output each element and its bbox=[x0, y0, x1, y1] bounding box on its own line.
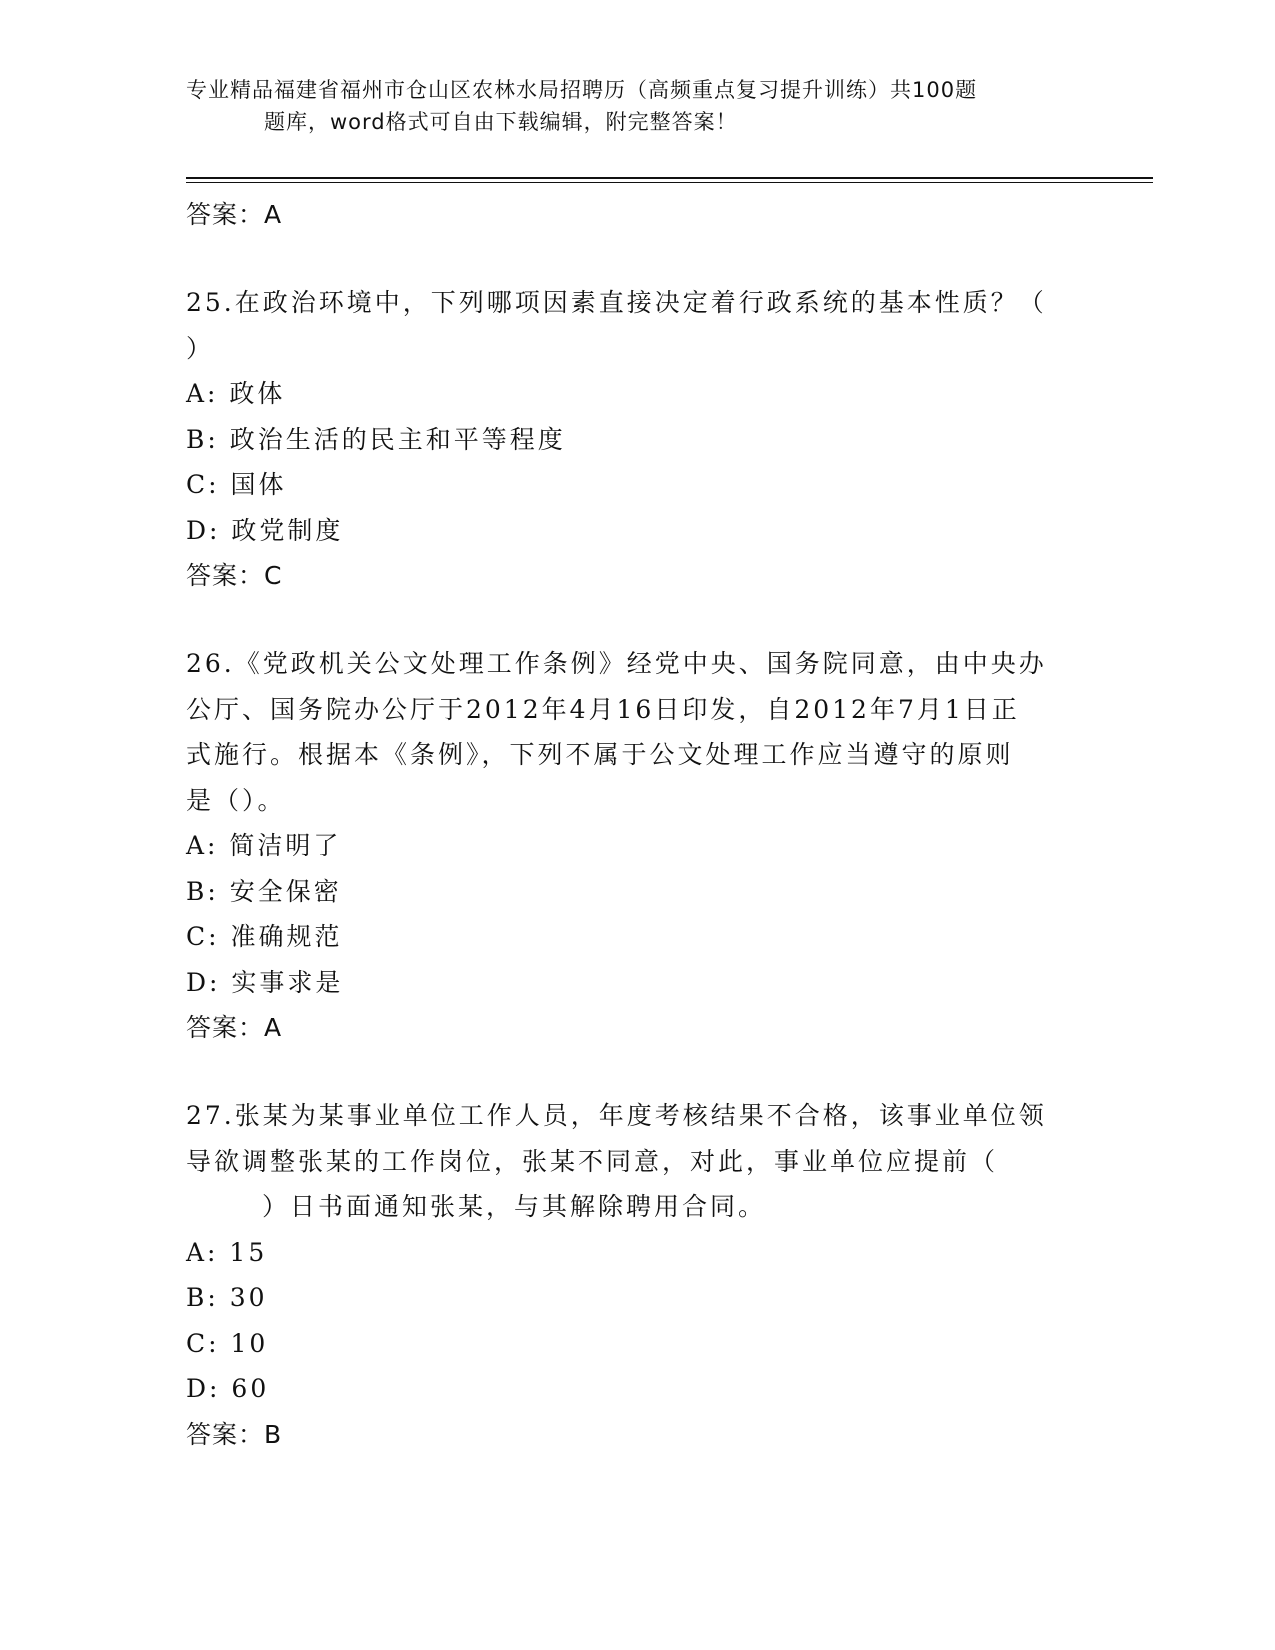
header-divider-thin bbox=[186, 182, 1153, 183]
question-27 bbox=[186, 1093, 1086, 1457]
question-text bbox=[186, 641, 1086, 823]
answer-line: 答案：A bbox=[186, 1013, 283, 1042]
question-text bbox=[186, 280, 1086, 371]
header-title-line-2: 题库，word格式可自由下载编辑，附完整答案！ bbox=[264, 110, 738, 134]
question-text-line: 26.《党政机关公文处理工作条例》经党中央、国务院同意，由中央办 bbox=[186, 649, 1047, 678]
answer-line: 答案：C bbox=[186, 561, 283, 590]
option-c: C: 准确规范 bbox=[186, 922, 343, 951]
option-d: D: 60 bbox=[186, 1374, 270, 1403]
option-d: D: 政党制度 bbox=[186, 515, 344, 545]
option-d: D: 实事求是 bbox=[186, 967, 344, 997]
option-c: C: 10 bbox=[186, 1328, 269, 1358]
question-text-line: ）日书面通知张某，与其解除聘用合同。 bbox=[262, 1192, 767, 1221]
option-a: A: 政体 bbox=[186, 379, 286, 408]
question-26 bbox=[186, 641, 1086, 1050]
option-b: B: 安全保密 bbox=[186, 876, 342, 906]
answer-line: 答案：A bbox=[186, 200, 283, 229]
question-text-line: 公厅、国务院办公厅于2012年4月16日印发，自2012年7月1日正 bbox=[186, 694, 1020, 724]
page-header bbox=[186, 74, 1086, 138]
question-text-line: 是（）。 bbox=[186, 785, 286, 815]
option-c: C: 国体 bbox=[186, 470, 287, 499]
question-text-line: 导欲调整张某的工作岗位，张某不同意，对此，事业单位应提前（ bbox=[186, 1146, 999, 1176]
option-b: B: 30 bbox=[186, 1283, 268, 1312]
question-text-line: 27.张某为某事业单位工作人员，年度考核结果不合格，该事业单位领 bbox=[186, 1101, 1047, 1130]
header-divider-thick bbox=[186, 177, 1153, 179]
question-text bbox=[186, 1093, 1086, 1230]
header-title-line-1: 专业精品福建省福州市仓山区农林水局招聘历（高频重点复习提升训练）共100题 bbox=[186, 78, 978, 102]
option-b: B: 政治生活的民主和平等程度 bbox=[186, 424, 566, 454]
question-text-line: 25.在政治环境中，下列哪项因素直接决定着行政系统的基本性质？（ bbox=[186, 288, 1047, 317]
answer-line: 答案：B bbox=[186, 1419, 283, 1449]
question-25 bbox=[186, 280, 1086, 598]
question-text-line: ） bbox=[186, 333, 215, 363]
option-a: A: 简洁明了 bbox=[186, 831, 342, 860]
question-text-line: 式施行。根据本《条例》，下列不属于公文处理工作应当遵守的原则 bbox=[186, 740, 1014, 769]
option-a: A: 15 bbox=[186, 1237, 268, 1267]
document-body bbox=[186, 192, 1086, 1457]
